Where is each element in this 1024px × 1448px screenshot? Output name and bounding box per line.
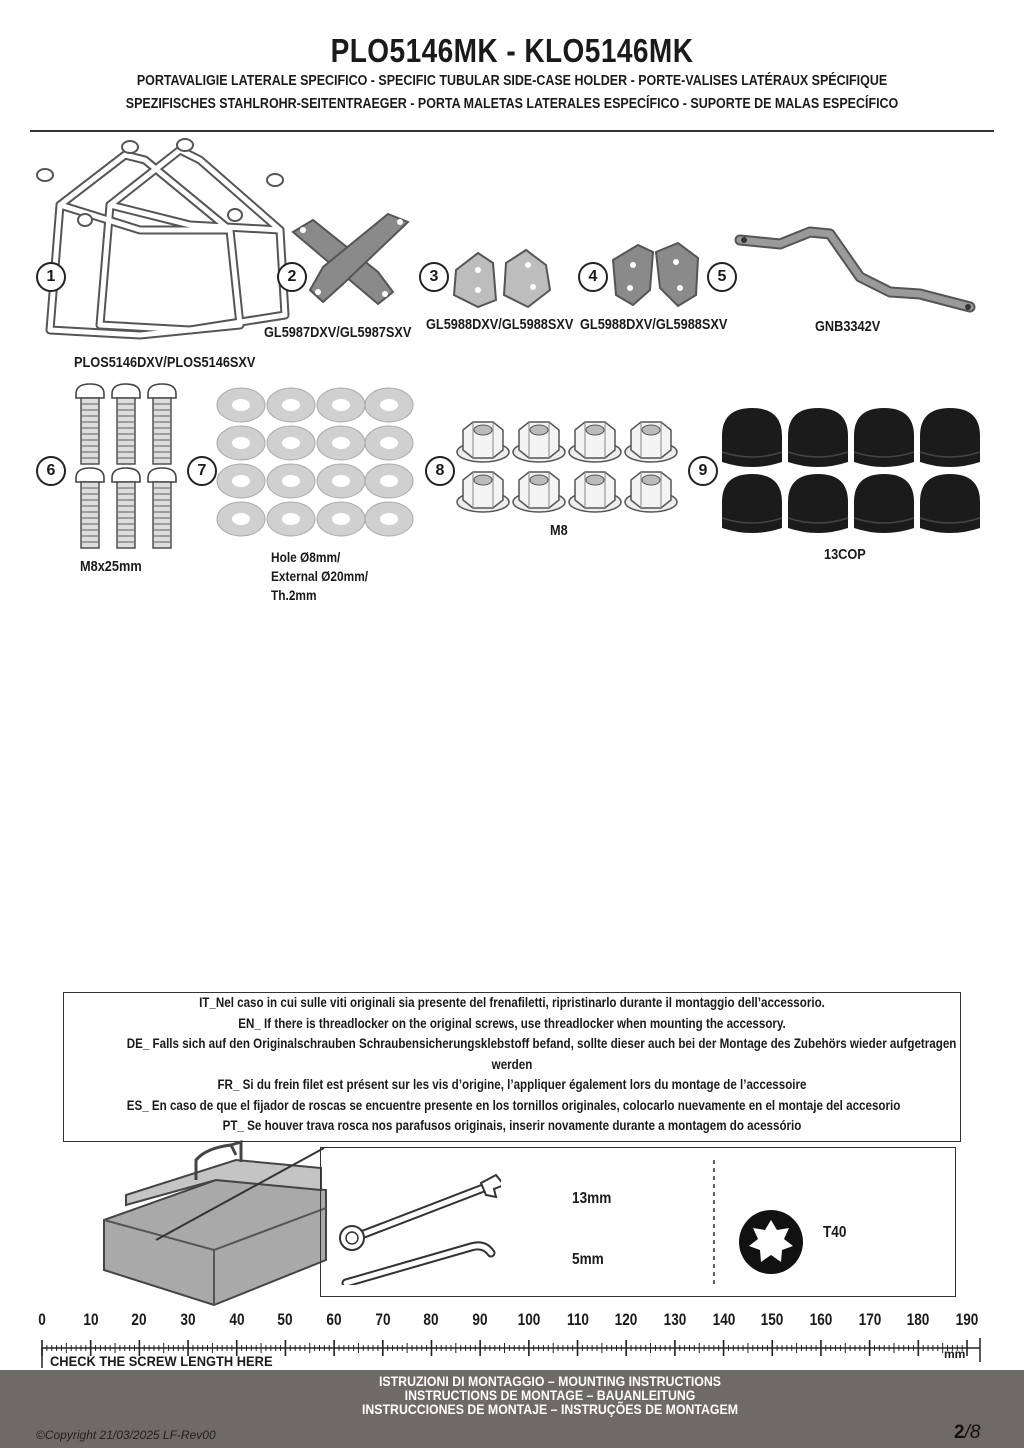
notice-pt: PT_ Se houver trava rosca nos parafusos originais, inserir novamente durante a montagem do acessório [222,1118,802,1133]
notice-fr: FR_ Si du frein filet est présent sur les vis d’origine, l’appliquer également lors du montage de l’accessoire [217,1077,807,1092]
side-frame-illustration [30,135,300,345]
ruler-label: 130 [663,1310,687,1329]
ruler-label: 50 [277,1310,293,1329]
nuts-illustration [455,418,685,518]
mounting-plates-illustration [448,245,558,315]
ruler-label: 10 [83,1310,99,1329]
screws-illustration [72,382,182,552]
part-number-5: 5 [707,262,737,292]
part-code-1: PLOS5146DXV/PLOS5146SXV [74,354,256,371]
part-code-4: GL5988DXV/GL5988SXV [580,316,728,333]
ruler-label: 70 [375,1310,391,1329]
notice-de: DE_ Falls sich auf den Originalschrauben Schraubensicherungsklebstoff befand, sollte dieser auch bei der Montage des Zubehörs wieder aufgetragen [126,1036,957,1051]
ruler-label: 30 [180,1310,196,1329]
notice-de-cont: werden [491,1056,533,1072]
page-total: /8 [964,1422,981,1443]
wrench-size-label: 13mm [572,1190,612,1207]
notice-es: ES_ En caso de que el fijador de roscas se encuentre presente en los tornillos originales, colocarlo nuevamente en el montaje del accesorio [126,1097,901,1113]
part-code-2: GL5987DXV/GL5987SXV [264,324,412,341]
washer-spec-hole: Hole Ø8mm/ [271,550,341,565]
toolbox-icon [96,1140,336,1310]
tools-illustration [336,1165,501,1285]
footer-instructions [312,1374,787,1416]
x-bracket-illustration [288,212,418,307]
part-code-8: M8 [550,522,568,539]
ruler-label: 140 [712,1310,735,1329]
part-code-9: 13COP [824,546,866,563]
ruler-label: 150 [760,1310,784,1329]
washers-illustration [215,385,415,545]
ruler-label: 40 [229,1310,245,1329]
connecting-bar-illustration [730,222,1000,322]
ruler-label: 180 [906,1310,930,1329]
part-number-7: 7 [187,456,217,486]
torx-icon [737,1208,805,1276]
tools-divider [712,1160,716,1285]
ruler-label: 90 [472,1310,488,1329]
ruler-label: 190 [955,1310,979,1329]
page-number [954,1422,980,1444]
header-divider [30,130,994,132]
ruler-label: 60 [326,1310,342,1329]
notice-en: EN_ If there is threadlocker on the original screws, use threadlocker when mounting the accessory. [238,1015,786,1031]
allen-key-icon [346,1246,491,1283]
ruler-label: 170 [858,1310,881,1329]
bent-plates-illustration [608,240,704,310]
page-current: 2 [954,1422,965,1443]
subtitle-line-1: PORTAVALIGIE LATERALE SPECIFICO - SPECIFIC TUBULAR SIDE-CASE HOLDER - PORTE-VALISES LATÉRAUX SPÉCIFIQUE [136,73,888,89]
ruler-unit: mm [944,1347,966,1361]
subtitle-line-2: SPEZIFISCHES STAHLROHR-SEITENTRAEGER - PORTA MALETAS LATERALES ESPECÍFICO - SUPORTE DE MALAS ESPECÍFICO [125,96,899,112]
washer-spec-thickness: Th.2mm [271,588,317,603]
footer-line-3: INSTRUCCIONES DE MONTAJE – INSTRUÇÕES DE MONTAGEM [361,1401,739,1417]
part-number-3: 3 [419,262,449,292]
ruler-label: 0 [38,1310,46,1329]
caps-illustration [718,404,988,539]
ruler-label: 20 [131,1310,147,1329]
part-number-6: 6 [36,456,66,486]
threadlocker-notice [63,992,961,1142]
ruler-label: 80 [423,1310,440,1329]
combination-wrench-icon [340,1175,501,1250]
footer-line-1: ISTRUZIONI DI MONTAGGIO – MOUNTING INSTRUCTIONS [379,1373,721,1389]
document-title: PLO5146MK - KLO5146MK [330,32,694,69]
ruler-label: 160 [809,1310,833,1329]
part-number-8: 8 [425,456,455,486]
footer-line-2: INSTRUCTIONS DE MONTAGE – BAUANLEITUNG [404,1387,696,1403]
part-number-2: 2 [277,262,307,292]
ruler-label: 120 [614,1310,638,1329]
allen-size-label: 5mm [572,1251,604,1268]
part-number-1: 1 [36,262,66,292]
ruler-caption: CHECK THE SCREW LENGTH HERE [50,1353,273,1369]
part-code-3: GL5988DXV/GL5988SXV [426,316,574,333]
torx-size-label: T40 [823,1224,847,1241]
part-code-6: M8x25mm [80,558,142,575]
notice-it: IT_Nel caso in cui sulle viti originali sia presente del frenafiletti, ripristinarlo durante il montaggio dell’accessorio. [199,995,825,1010]
copyright: ©Copyright 21/03/2025 LF-Rev00 [36,1428,216,1442]
part-number-9: 9 [688,456,718,486]
part-code-5: GNB3342V [815,318,881,335]
ruler-label: 100 [517,1310,541,1329]
washer-spec-external: External Ø20mm/ [271,569,369,584]
ruler-label: 110 [566,1310,589,1329]
part-number-4: 4 [578,262,608,292]
